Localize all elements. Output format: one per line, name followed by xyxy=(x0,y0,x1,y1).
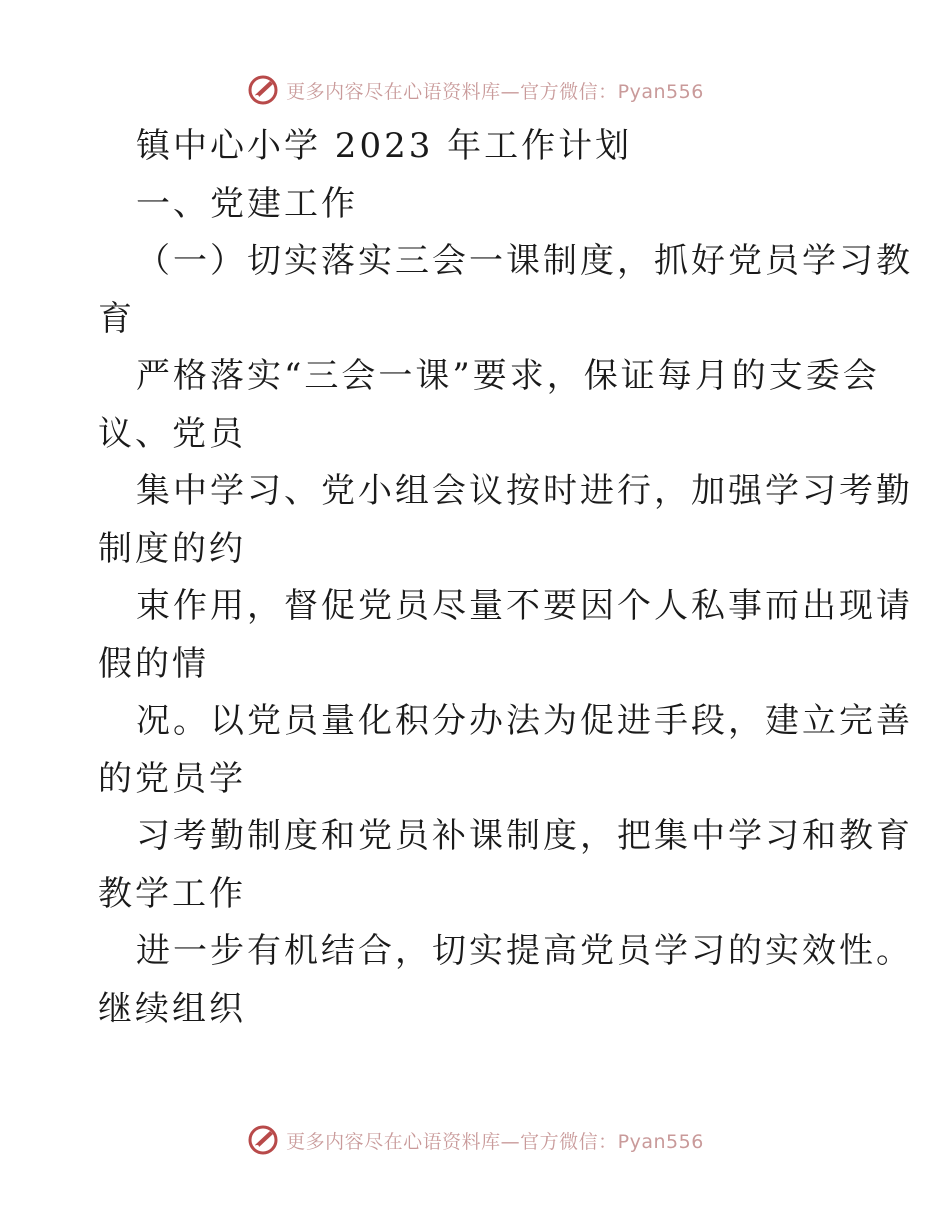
subsection-heading: （一）切实落实三会一课制度，抓好党员学习教 xyxy=(136,241,913,281)
paragraph-line: 进一步有机结合，切实提高党员学习的实效性。 xyxy=(136,931,913,971)
paragraph-line: 束作用，督促党员尽量不要因个人私事而出现请 xyxy=(136,586,913,626)
document-title: 镇中心小学 2023 年工作计划 xyxy=(136,126,633,166)
paragraph-line: 假的情 xyxy=(98,643,209,684)
paragraph-line: 教学工作 xyxy=(98,873,246,914)
subsection-heading-continued: 育 xyxy=(98,298,135,339)
logo-icon xyxy=(246,1123,280,1157)
watermark-text: 更多内容尽在心语资料库—官方微信：Pyan556 xyxy=(286,1130,704,1153)
section-heading: 一、党建工作 xyxy=(136,183,358,224)
document-body xyxy=(98,118,913,1038)
logo-icon xyxy=(246,73,280,107)
paragraph-line: 况。以党员量化积分办法为促进手段，建立完善 xyxy=(136,701,913,741)
paragraph-line: 的党员学 xyxy=(98,758,246,799)
paragraph-line: 议、党员 xyxy=(98,413,246,454)
paragraph-line: 集中学习、党小组会议按时进行，加强学习考勤 xyxy=(136,471,913,511)
watermark-text: 更多内容尽在心语资料库—官方微信：Pyan556 xyxy=(286,80,704,103)
paragraph-line: 习考勤制度和党员补课制度，把集中学习和教育 xyxy=(136,816,913,856)
paragraph-line: 严格落实“三会一课”要求，保证每月的支委会 xyxy=(136,356,880,396)
watermark-header xyxy=(0,70,950,110)
watermark-footer xyxy=(0,1120,950,1160)
paragraph-line: 制度的约 xyxy=(98,528,246,569)
paragraph-line: 继续组织 xyxy=(98,988,246,1029)
